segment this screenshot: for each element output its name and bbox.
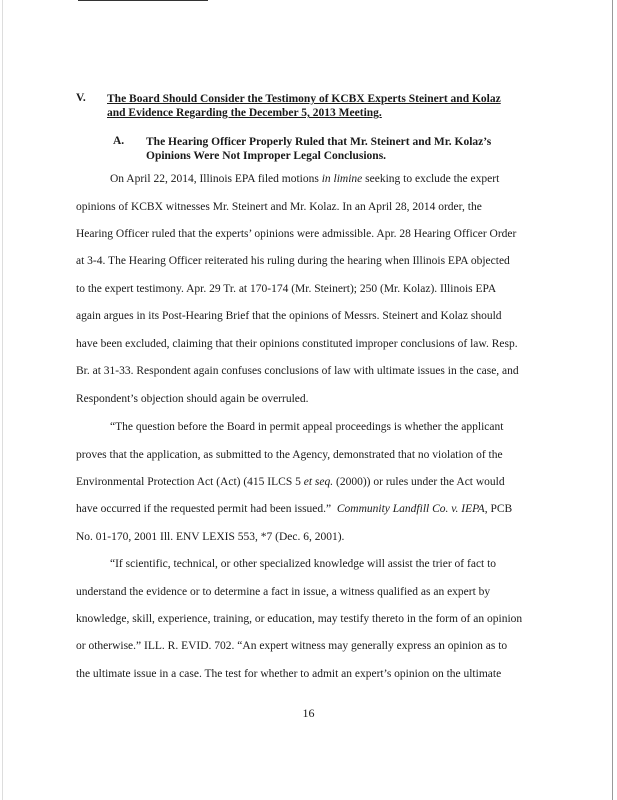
paragraph-line: again argues in its Post-Hearing Brief that the opinions of Messrs. Steinert and Kolaz should bbox=[76, 310, 502, 322]
paragraph-line: Respondent’s objection should again be overruled. bbox=[76, 393, 309, 405]
subsection-title-line-1: The Hearing Officer Properly Ruled that Mr. Steinert and Mr. Kolaz’s bbox=[146, 136, 492, 148]
paragraph-line: Br. at 31-33. Respondent again confuses conclusions of law with ultimate issues in the case, and bbox=[76, 365, 519, 377]
paragraph-line: “The question before the Board in permit appeal proceedings is whether the applicant bbox=[110, 421, 504, 433]
subsection-letter: A. bbox=[113, 135, 125, 147]
scan-edge-left bbox=[2, 0, 3, 800]
section-title-line-2: and Evidence Regarding the December 5, 2013 Meeting. bbox=[107, 107, 382, 119]
paragraph-line: No. 01-170, 2001 Ill. ENV LEXIS 553, *7 (Dec. 6, 2001). bbox=[76, 531, 345, 543]
paragraph-line: the ultimate issue in a case. The test for whether to admit an expert’s opinion on the ultimate bbox=[76, 668, 502, 680]
paragraph-line: or otherwise.” ILL. R. EVID. 702. “An expert witness may generally express an opinion as to bbox=[76, 640, 508, 652]
paragraph-line: Hearing Officer ruled that the experts’ opinions were admissible. Apr. 28 Hearing Officer Order bbox=[76, 228, 517, 240]
section-title-line-1: The Board Should Consider the Testimony of KCBX Experts Steinert and Kolaz bbox=[107, 93, 501, 105]
page-number: 16 bbox=[302, 706, 315, 720]
paragraph-line: On April 22, 2014, Illinois EPA filed motions in limine seeking to exclude the expert bbox=[110, 173, 500, 185]
paragraph-line: “If scientific, technical, or other specialized knowledge will assist the trier of fact to bbox=[110, 558, 497, 570]
paragraph-line: have been excluded, claiming that their opinions constituted improper conclusions of law. Resp. bbox=[76, 338, 518, 350]
top-rule bbox=[78, 0, 208, 1]
paragraph-line: understand the evidence or to determine a fact in issue, a witness qualified as an expert by bbox=[76, 586, 491, 598]
paragraph-line: to the expert testimony. Apr. 29 Tr. at 170-174 (Mr. Steinert); 250 (Mr. Kolaz). Illinois EPA bbox=[76, 283, 497, 295]
paragraph-line: at 3-4. The Hearing Officer reiterated his ruling during the hearing when Illinois EPA objected bbox=[76, 255, 510, 267]
paragraph-line: proves that the application, as submitted to the Agency, demonstrated that no violation of the bbox=[76, 449, 503, 461]
paragraph-line: opinions of KCBX witnesses Mr. Steinert and Mr. Kolaz. In an April 28, 2014 order, the bbox=[76, 201, 482, 213]
section-number: V. bbox=[76, 92, 86, 104]
subsection-title-line-2: Opinions Were Not Improper Legal Conclusions. bbox=[146, 150, 387, 162]
paragraph-line: have occurred if the requested permit had been issued.” Community Landfill Co. v. IEPA, PCB bbox=[76, 503, 513, 515]
paragraph-line: knowledge, skill, experience, training, or education, may testify thereto in the form of an opinion bbox=[76, 613, 523, 625]
paragraph-line: Environmental Protection Act (Act) (415 ILCS 5 et seq. (2000)) or rules under the Act would bbox=[76, 476, 505, 488]
scan-edge-right bbox=[612, 0, 613, 800]
